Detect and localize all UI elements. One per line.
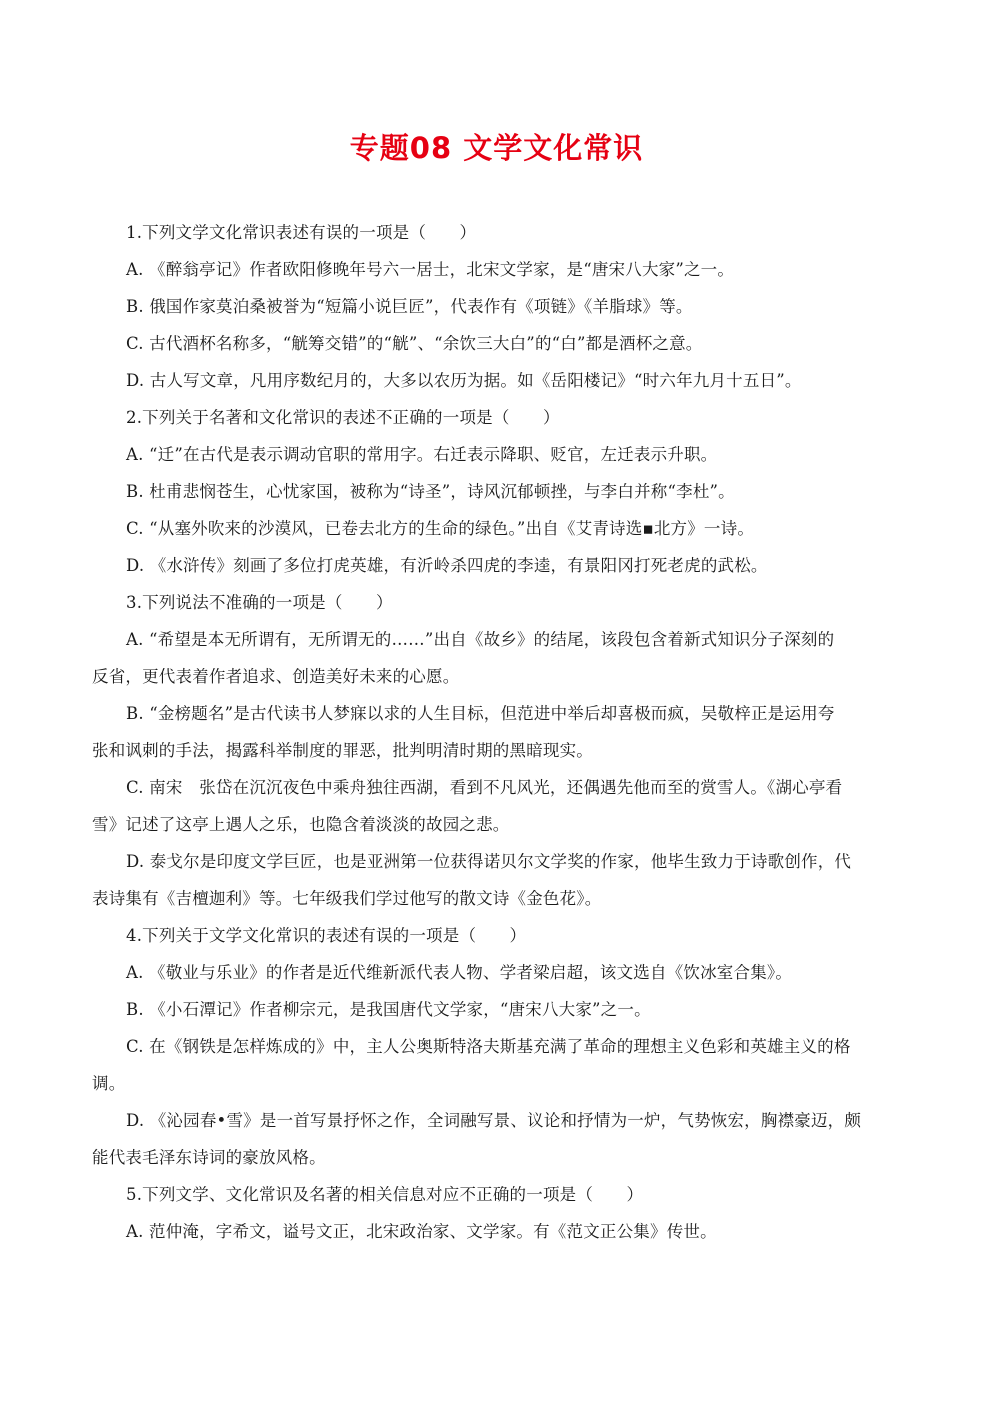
paragraph-line: B. 《小石潭记》作者柳宗元，是我国唐代文学家，“唐宋八大家”之一。 [126,1000,651,1019]
paragraph-line: 4.下列关于文学文化常识的表述有误的一项是（ ） [126,926,527,945]
paragraph-continuation: 张和讽刺的手法，揭露科举制度的罪恶，批判明清时期的黑暗现实。 [92,741,593,760]
paragraph-continuation: 表诗集有《吉檀迦利》等。七年级我们学过他写的散文诗《金色花》。 [92,889,602,908]
paragraph-line: D. 古人写文章，凡用序数纪月的，大多以农历为据。如《岳阳楼记》“时六年九月十五日”。 [126,371,802,390]
paragraph-line: A. “迁”在古代是表示调动官职的常用字。右迁表示降职、贬官，左迁表示升职。 [126,445,718,464]
paragraph-line: D. 《水浒传》刻画了多位打虎英雄，有沂岭杀四虎的李逵，有景阳冈打死老虎的武松。 [126,556,768,575]
paragraph-line: C. 在《钢铁是怎样炼成的》中，主人公奥斯特洛夫斯基充满了革命的理想主义色彩和英雄主义的格 [126,1037,851,1056]
paragraph-line: 2.下列关于名著和文化常识的表述不正确的一项是（ ） [126,408,560,427]
paragraph-continuation: 反省，更代表着作者追求、创造美好未来的心愿。 [92,667,460,686]
paragraph-line: D. 泰戈尔是印度文学巨匠，也是亚洲第一位获得诺贝尔文学奖的作家，他毕生致力于诗歌创作，代 [126,852,852,871]
paragraph-line: A. “希望是本无所谓有，无所谓无的……”出自《故乡》的结尾，该段包含着新式知识分子深刻的 [126,630,835,649]
document-body [92,214,897,1250]
paragraph-continuation: 调。 [92,1074,126,1093]
paragraph-line: C. “从塞外吹来的沙漠风，已卷去北方的生命的绿色。”出自《艾青诗选▪北方》一诗。 [126,519,755,538]
paragraph-line: C. 南宋 张岱在沉沉夜色中乘舟独往西湖，看到不凡风光，还偶遇先他而至的赏雪人。《湖心亭看 [126,778,843,797]
paragraph-line: A. 范仲淹，字希文，谥号文正，北宋政治家、文学家。有《范文正公集》传世。 [126,1222,717,1241]
paragraph-line: B. 杜甫悲悯苍生，心忧家国，被称为“诗圣”，诗风沉郁顿挫，与李白并称“李杜”。 [126,482,735,501]
paragraph-line: A. 《敬业与乐业》的作者是近代维新派代表人物、学者梁启超，该文选自《饮冰室合集》。 [126,963,793,982]
paragraph-line: 5.下列文学、文化常识及名著的相关信息对应不正确的一项是（ ） [126,1185,644,1204]
paragraph-line: C. 古代酒杯名称多，“觥筹交错”的“觥”、“余饮三大白”的“白”都是酒杯之意。 [126,334,703,353]
paragraph-line: D. 《沁园春•雪》是一首写景抒怀之作，全词融写景、议论和抒情为一炉，气势恢宏，胸襟豪迈，颇 [126,1111,862,1130]
paragraph-line: 3.下列说法不准确的一项是（ ） [126,593,393,612]
paragraph-continuation: 能代表毛泽东诗词的豪放风格。 [92,1148,326,1167]
document-title: 专题08 文学文化常识 [349,131,644,165]
paragraph-continuation: 雪》记述了这亭上遇人之乐，也隐含着淡淡的故园之悲。 [92,815,510,834]
paragraph-line: B. “金榜题名”是古代读书人梦寐以求的人生目标，但范进中举后却喜极而疯，吴敬梓正是运用夸 [126,704,835,723]
paragraph-line: A. 《醉翁亭记》作者欧阳修晚年号六一居士，北宋文学家，是“唐宋八大家”之一。 [126,260,735,279]
paragraph-line: B. 俄国作家莫泊桑被誉为“短篇小说巨匠”，代表作有《项链》《羊脂球》等。 [126,297,693,316]
paragraph-line: 1.下列文学文化常识表述有误的一项是（ ） [126,223,477,242]
